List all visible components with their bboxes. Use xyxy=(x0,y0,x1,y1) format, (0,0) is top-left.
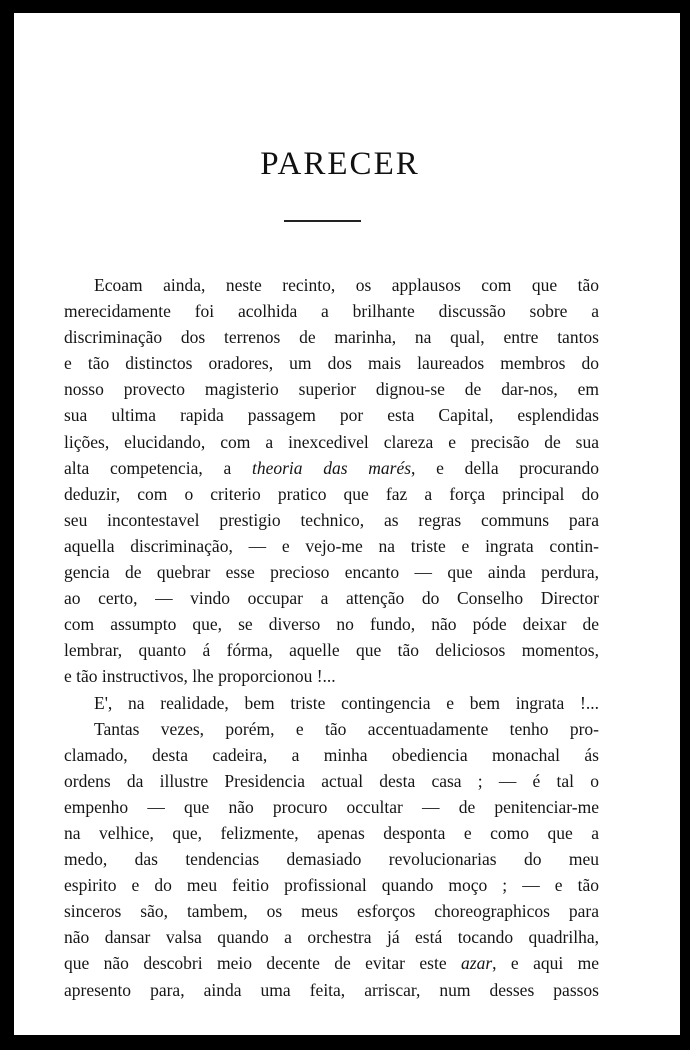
text-line: na velhice, que, felizmente, apenas desponta e como que a xyxy=(64,822,599,843)
text-line: apresento para, ainda uma feita, arriscar, num desses passos xyxy=(64,979,599,1000)
text-line: gencia de quebrar esse precioso encanto — que ainda perdura, xyxy=(64,562,599,583)
title-divider xyxy=(284,220,361,222)
text-line: Tantas vezes, porém, e tão accentuadamente tenho pro- xyxy=(94,718,599,739)
body-text xyxy=(64,272,599,1003)
text-line: deduzir, com o criterio pratico que faz a força principal do xyxy=(64,483,599,504)
text-line: ordens da illustre Presidencia actual desta casa ; — é tal o xyxy=(64,770,599,791)
text-line: alta competencia, a theoria das marés, e della procurando xyxy=(64,457,599,478)
text-line: sua ultima rapida passagem por esta Capital, esplendidas xyxy=(64,405,599,426)
text-line: não dansar valsa quando a orchestra já está tocando quadrilha, xyxy=(64,927,599,948)
text-line: merecidamente foi acolhida a brilhante discussão sobre a xyxy=(64,301,599,322)
text-line: discriminação dos terrenos de marinha, na qual, entre tantos xyxy=(64,327,599,348)
page-title: PARECER xyxy=(260,146,420,182)
text-line: com assumpto que, se diverso no fundo, não póde deixar de xyxy=(64,614,599,635)
text-line: ao certo, — vindo occupar a attenção do Conselho Director xyxy=(64,588,599,609)
text-line: nosso provecto magisterio superior dignou-se de dar-nos, em xyxy=(64,379,599,400)
text-line: medo, das tendencias demasiado revolucionarias do meu xyxy=(64,849,599,870)
text-line: Ecoam ainda, neste recinto, os applausos com que tão xyxy=(94,275,599,295)
emphasis: theoria das marés xyxy=(251,457,412,478)
text-line: lições, elucidando, com a inexcedivel clareza e precisão de sua xyxy=(64,431,599,452)
text-line: espirito e do meu feitio profissional quando moço ; — e tão xyxy=(64,875,599,896)
emphasis: azar xyxy=(461,953,493,974)
text-line: e tão distinctos oradores, um dos mais laureados membros do xyxy=(64,353,599,374)
text-line: e tão instructivos, lhe proporcionou !... xyxy=(64,666,336,687)
text-line: que não descobri meio decente de evitar este azar, e aqui me xyxy=(64,953,599,974)
text-line: E', na realidade, bem triste contingencia e bem ingrata !... xyxy=(94,692,599,713)
text-line: aquella discriminação, — e vejo-me na triste e ingrata contin- xyxy=(64,535,599,556)
text-line: clamado, desta cadeira, a minha obediencia monachal ás xyxy=(64,744,599,765)
text-line: seu incontestavel prestigio technico, as regras communs para xyxy=(64,509,599,530)
text-line: sinceros são, tambem, os meus esforços choreographicos para xyxy=(64,901,599,922)
text-line: lembrar, quanto á fórma, aquelle que tão deliciosos momentos, xyxy=(64,640,599,661)
text-line: empenho — que não procuro occultar — de penitenciar-me xyxy=(64,796,599,817)
